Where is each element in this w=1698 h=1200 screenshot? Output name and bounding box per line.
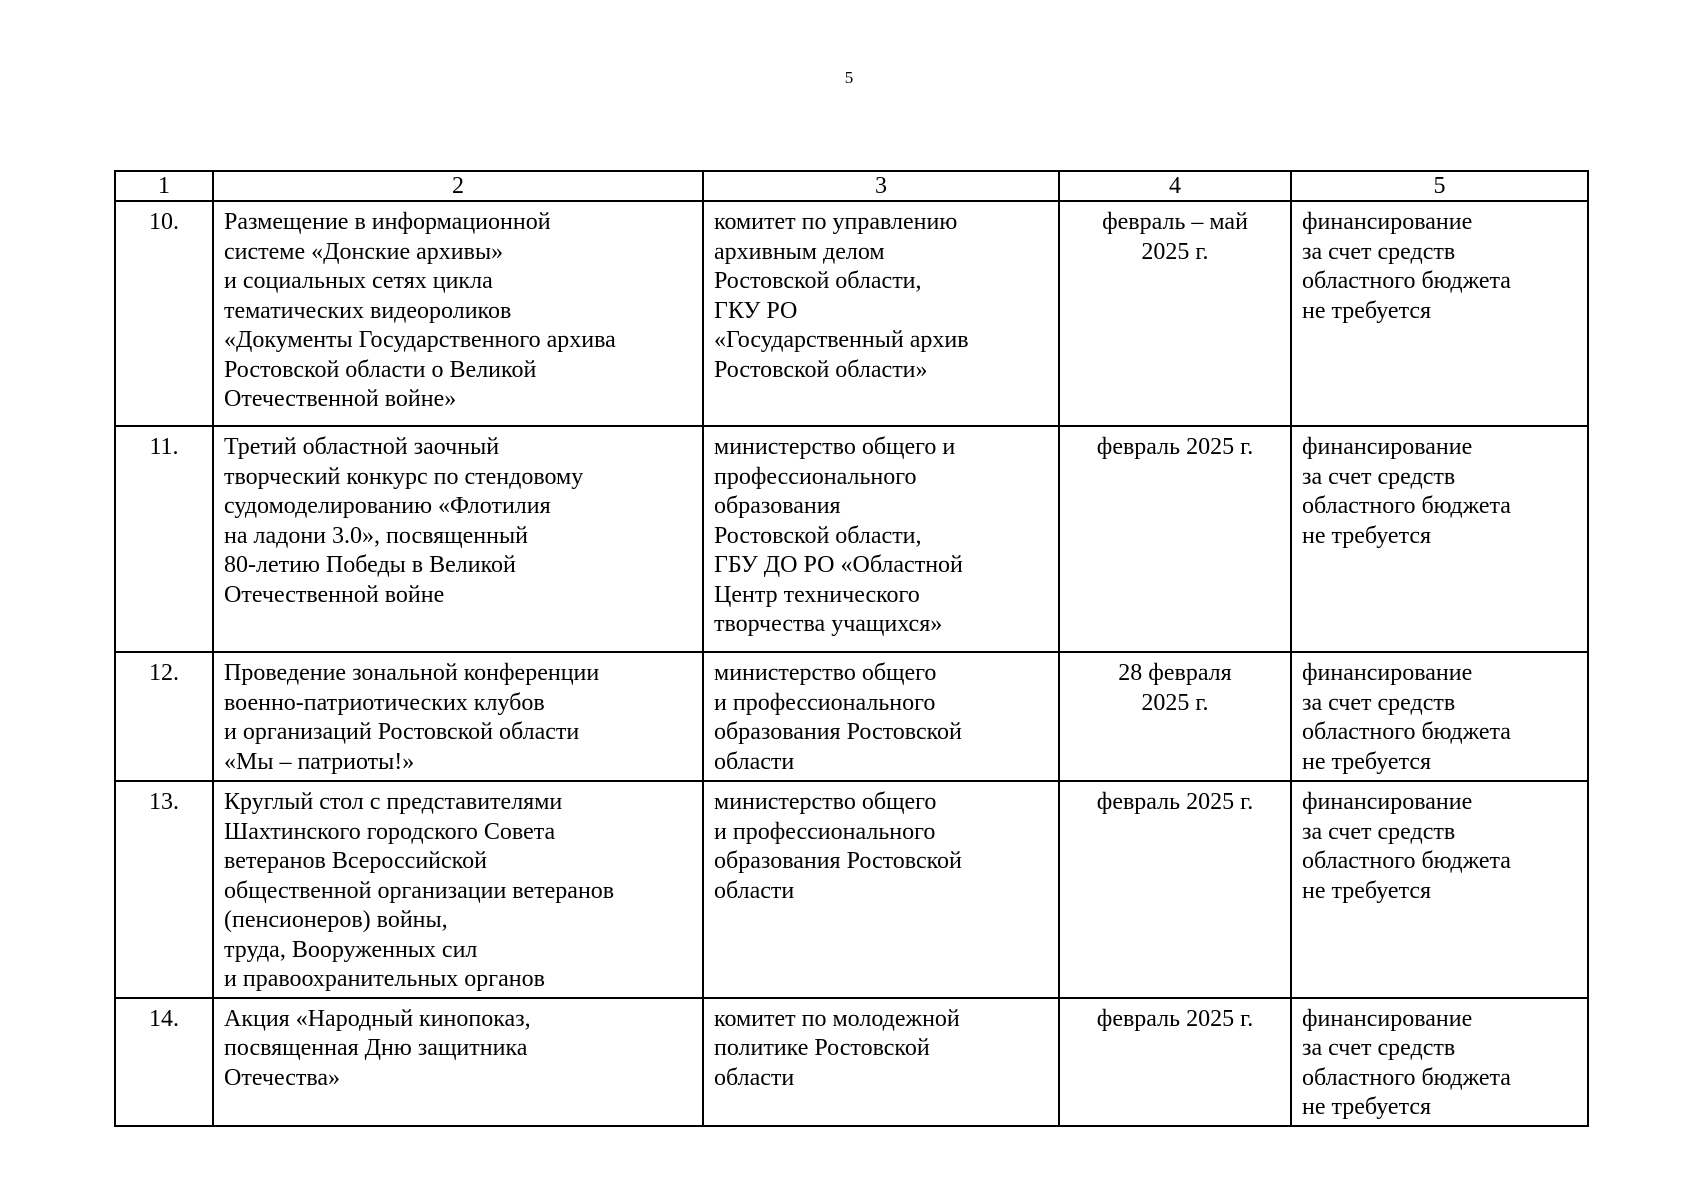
events-table [114, 170, 1589, 1127]
responsible-organization: министерство общего и профессионального образования Ростовской области [703, 652, 1059, 781]
funding-note: финансирование за счет средств областного бюджета не требуется [1291, 426, 1588, 652]
table-row [115, 781, 1588, 998]
responsible-organization: комитет по управлению архивным делом Ростовской области, ГКУ РО «Государственный архив Ростовской области» [703, 201, 1059, 426]
row-number: 10. [115, 201, 213, 426]
funding-note: финансирование за счет средств областного бюджета не требуется [1291, 781, 1588, 998]
event-description: Круглый стол с представителями Шахтинского городского Совета ветеранов Всероссийской общественной организации ветеранов (пенсионеров) войны, труда, Вооруженных сил и правоохранительных органов [213, 781, 703, 998]
header-col-3: 3 [703, 171, 1059, 201]
header-col-5: 5 [1291, 171, 1588, 201]
funding-note: финансирование за счет средств областного бюджета не требуется [1291, 201, 1588, 426]
row-number: 12. [115, 652, 213, 781]
table-row [115, 201, 1588, 426]
event-date: февраль 2025 г. [1059, 426, 1291, 652]
table-row [115, 652, 1588, 781]
header-col-1: 1 [115, 171, 213, 201]
responsible-organization: комитет по молодежной политике Ростовской области [703, 998, 1059, 1126]
responsible-organization: министерство общего и профессионального образования Ростовской области, ГБУ ДО РО «Областной Центр технического творчества учащихся» [703, 426, 1059, 652]
header-col-2: 2 [213, 171, 703, 201]
header-col-4: 4 [1059, 171, 1291, 201]
table-body [115, 201, 1588, 1126]
row-number: 13. [115, 781, 213, 998]
event-date: февраль 2025 г. [1059, 781, 1291, 998]
page-number: 5 [844, 68, 854, 87]
event-description: Размещение в информационной системе «Донские архивы» и социальных сетях цикла тематических видеороликов «Документы Государственного архива Ростовской области о Великой Отечественной войне» [213, 201, 703, 426]
table-header [115, 171, 1588, 201]
row-number: 11. [115, 426, 213, 652]
event-description: Акция «Народный кинопоказ, посвященная Дню защитника Отечества» [213, 998, 703, 1126]
table-row [115, 426, 1588, 652]
table-row [115, 998, 1588, 1126]
event-description: Третий областной заочный творческий конкурс по стендовому судомоделированию «Флотилия на ладони 3.0», посвященный 80-летию Победы в Великой Отечественной войне [213, 426, 703, 652]
header-row [115, 171, 1588, 201]
funding-note: финансирование за счет средств областного бюджета не требуется [1291, 998, 1588, 1126]
event-date: февраль 2025 г. [1059, 998, 1291, 1126]
event-date: 28 февраля 2025 г. [1059, 652, 1291, 781]
funding-note: финансирование за счет средств областного бюджета не требуется [1291, 652, 1588, 781]
row-number: 14. [115, 998, 213, 1126]
event-date: февраль – май 2025 г. [1059, 201, 1291, 426]
responsible-organization: министерство общего и профессионального образования Ростовской области [703, 781, 1059, 998]
event-description: Проведение зональной конференции военно-патриотических клубов и организаций Ростовской области «Мы – патриоты!» [213, 652, 703, 781]
